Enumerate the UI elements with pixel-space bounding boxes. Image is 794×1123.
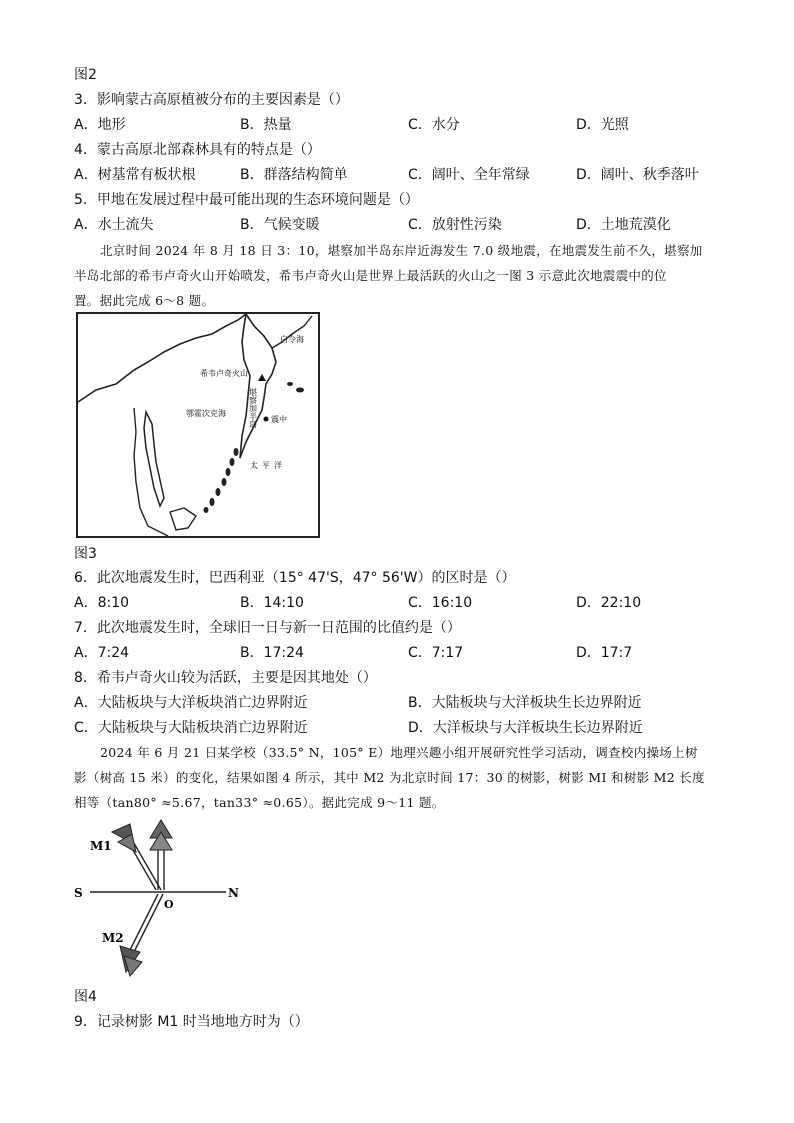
option-a[interactable]: A．地形 <box>74 117 126 133</box>
option-c[interactable]: C．16:10 <box>408 595 473 611</box>
option-d[interactable]: D．光照 <box>576 117 629 133</box>
option-c[interactable]: C．7:17 <box>408 645 464 661</box>
question-8-stem: 8．希韦卢奇火山较为活跃，主要是因其地处（） <box>74 670 377 686</box>
figure-3-caption: 图3 <box>74 546 97 562</box>
option-a[interactable]: A．8:10 <box>74 595 130 611</box>
label-kamchatka: 堪察加半岛 <box>248 388 258 428</box>
question-3-stem: 3．影响蒙古高原植被分布的主要因素是（） <box>74 92 349 108</box>
option-a[interactable]: A．树基常有板状根 <box>74 167 196 183</box>
question-7-stem: 7．此次地震发生时，全球旧一日与新一日范围的比值约是（） <box>74 620 461 636</box>
label-north: N <box>228 886 239 900</box>
epicenter-dot-icon <box>264 417 269 422</box>
figure-4-caption: 图4 <box>74 989 97 1005</box>
option-b[interactable]: B．大陆板块与大洋板块生长边界附近 <box>408 695 642 711</box>
question-6-stem: 6．此次地震发生时，巴西利亚（15° 47'S，47° 56'W）的区时是（） <box>74 570 516 586</box>
option-d[interactable]: D．22:10 <box>576 595 642 611</box>
option-a[interactable]: A．水土流失 <box>74 217 154 233</box>
label-volcano: 希韦卢奇火山 <box>200 369 248 378</box>
label-okhotsk-sea: 鄂霍次克海 <box>186 409 226 418</box>
option-d[interactable]: D．土地荒漠化 <box>576 217 671 233</box>
label-pacific-ocean: 太平洋 <box>250 461 286 470</box>
label-m1: M1 <box>90 839 112 853</box>
passage-line: 2024 年 6 月 21 日某学校（33.5° N，105° E）地理兴趣小组开展研究性学习活动，调查校内操场上树 <box>100 745 698 760</box>
option-d[interactable]: D．阔叶、秋季落叶 <box>576 167 699 183</box>
option-c[interactable]: C．放射性污染 <box>408 217 502 233</box>
label-bering-sea: 白令海 <box>280 335 304 344</box>
option-b[interactable]: B．热量 <box>240 117 292 133</box>
figure-2-caption: 图2 <box>74 67 97 83</box>
option-b[interactable]: B．群落结构简单 <box>240 167 348 183</box>
option-b[interactable]: B．14:10 <box>240 595 304 611</box>
option-c[interactable]: C．大陆板块与大陆板块消亡边界附近 <box>74 720 308 736</box>
option-c[interactable]: C．阔叶、全年常绿 <box>408 167 530 183</box>
label-south: S <box>74 886 83 900</box>
figure-3-map <box>76 312 320 538</box>
label-origin: O <box>164 898 174 911</box>
tree-shadow-vertical <box>150 820 172 890</box>
option-a[interactable]: A．7:24 <box>74 645 130 661</box>
figure-4-diagram <box>68 814 248 980</box>
question-5-stem: 5．甲地在发展过程中最可能出现的生态环境问题是（） <box>74 192 419 208</box>
option-c[interactable]: C．水分 <box>408 117 460 133</box>
passage-line: 半岛北部的希韦卢奇火山开始喷发，希韦卢奇火山是世界上最活跃的火山之一图 3 示意此次地震震中的位 <box>74 268 667 283</box>
option-d[interactable]: D．17:7 <box>576 645 633 661</box>
option-b[interactable]: B．气候变暖 <box>240 217 320 233</box>
passage-line: 影（树高 15 米）的变化，结果如图 4 所示，其中 M2 为北京时间 17：30 的树影，树影 MI 和树影 M2 长度 <box>74 770 705 785</box>
option-d[interactable]: D．大洋板块与大洋板块生长边界附近 <box>408 720 643 736</box>
question-9-stem: 9．记录树影 M1 时当地地方时为（） <box>74 1014 309 1030</box>
label-m2: M2 <box>102 931 124 945</box>
option-a[interactable]: A．大陆板块与大洋板块消亡边界附近 <box>74 695 308 711</box>
passage-line: 置。据此完成 6～8 题。 <box>74 293 215 308</box>
label-epicenter: 震中 <box>271 415 287 424</box>
passage-line: 相等（tan80° ≈5.67，tan33° ≈0.65）。据此完成 9～11 题。 <box>74 795 445 810</box>
passage-line: 北京时间 2024 年 8 月 18 日 3：10，堪察加半岛东岸近海发生 7.0 级地震，在地震发生前不久，堪察加 <box>100 243 703 258</box>
tree-shadow-m2 <box>120 894 163 976</box>
question-4-stem: 4．蒙古高原北部森林具有的特点是（） <box>74 142 321 158</box>
option-b[interactable]: B．17:24 <box>240 645 304 661</box>
